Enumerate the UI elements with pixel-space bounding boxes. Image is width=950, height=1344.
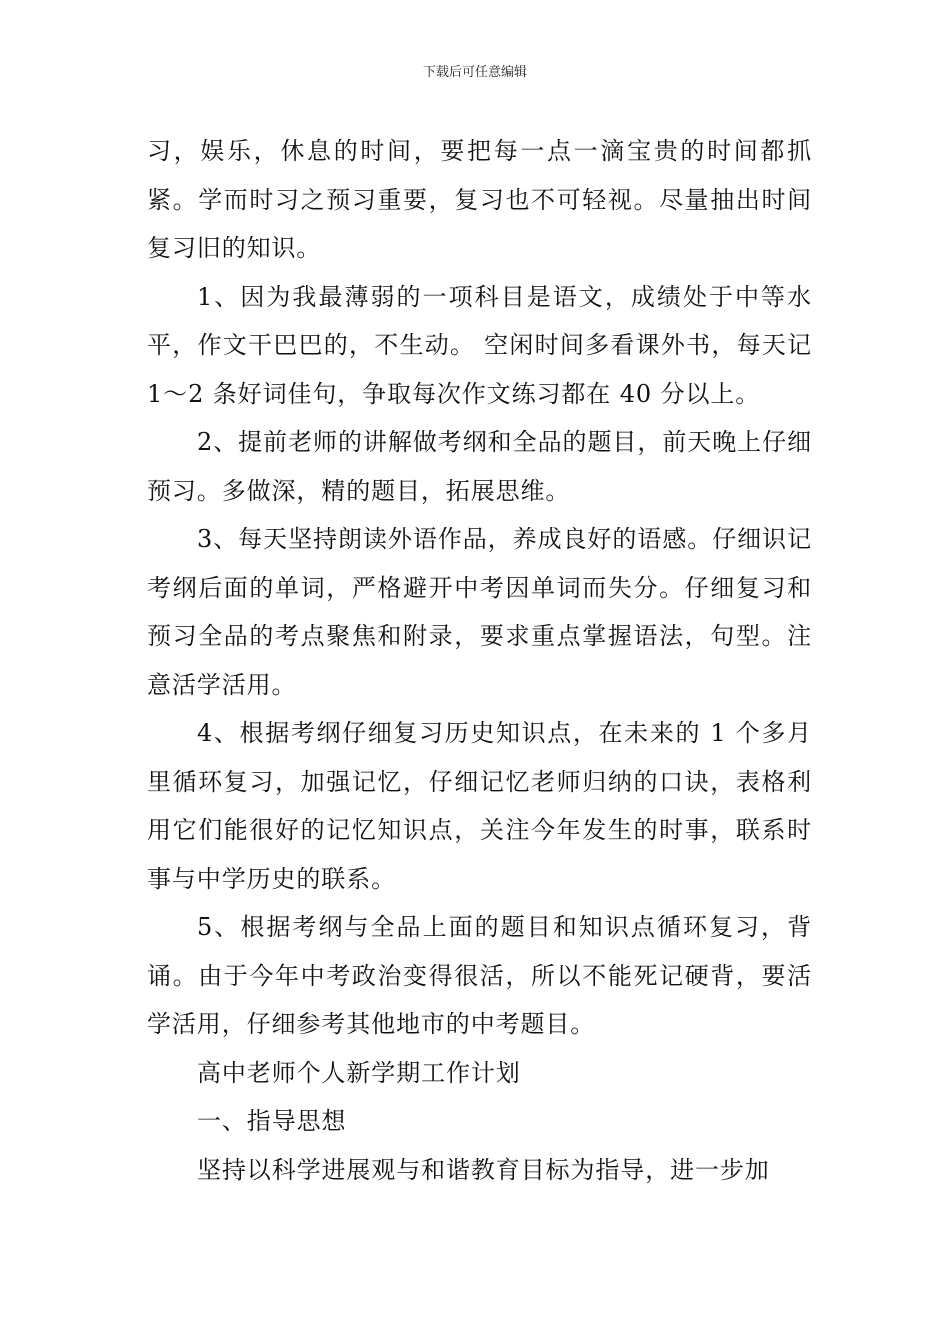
document-body: [147, 127, 812, 1194]
paragraph-item-3: 3、每天坚持朗读外语作品，养成良好的语感。仔细识记考纲后面的单词，严格避开中考因单词而失分。仔细复习和预习全品的考点聚焦和附录，要求重点掌握语法，句型。注意活学活用。: [147, 525, 812, 699]
paragraph-item-1: 1、因为我最薄弱的一项科目是语文，成绩处于中等水平，作文干巴巴的，不生动。 空闲时间多看课外书，每天记 1～2 条好词佳句，争取每次作文练习都在 40 分以上。: [147, 282, 812, 408]
paragraph-item-2: 2、提前老师的讲解做考纲和全品的题目，前天晚上仔细预习。多做深，精的题目，拓展思维。: [147, 428, 812, 505]
section-heading: 一、指导思想: [197, 1107, 347, 1135]
paragraph-continuation: 习，娱乐，休息的时间，要把每一点一滴宝贵的时间都抓紧。学而时习之预习重要，复习也不可轻视。尽量抽出时间复习旧的知识。: [147, 137, 812, 262]
section-title: 高中老师个人新学期工作计划: [197, 1058, 521, 1087]
paragraph-item-5: 5、根据考纲与全品上面的题目和知识点循环复习，背诵。由于今年中考政治变得很活，所以不能死记硬背，要活学活用，仔细参考其他地市的中考题目。: [147, 913, 812, 1038]
paragraph-guiding-principle: 坚持以科学进展观与和谐教育目标为指导，进一步加: [197, 1155, 770, 1184]
page-header: 下载后可任意编辑: [422, 65, 527, 80]
paragraph-item-4: 4、根据考纲仔细复习历史知识点，在未来的 1 个多月里循环复习，加强记忆，仔细记忆老师归纳的口诀，表格利用它们能很好的记忆知识点，关注今年发生的时事，联系时事与中学历史的联系。: [147, 719, 812, 893]
